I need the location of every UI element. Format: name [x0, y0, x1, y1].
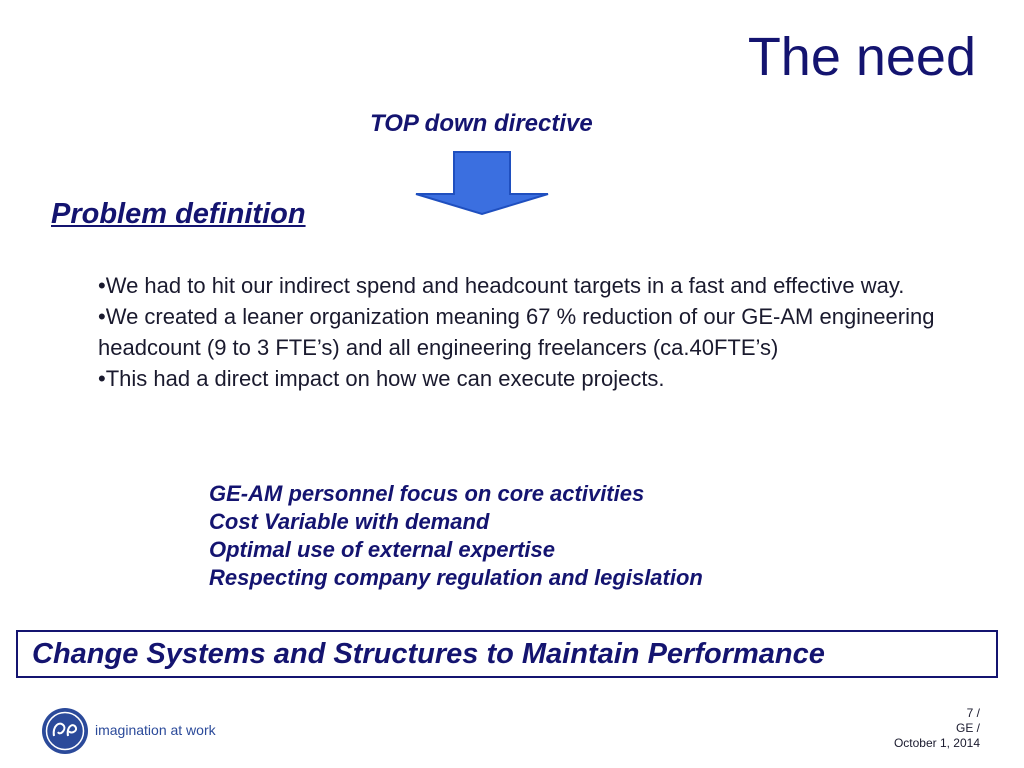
down-arrow-icon — [412, 150, 552, 216]
list-item: Cost Variable with demand — [209, 509, 490, 534]
page-number: 7 / — [966, 706, 980, 720]
ge-logo-icon — [40, 706, 90, 756]
goals-list — [209, 480, 703, 592]
problem-heading: Problem definition — [51, 198, 306, 230]
list-item: Optimal use of external expertise — [209, 537, 556, 562]
directive-label: TOP down directive — [370, 110, 593, 137]
list-item: •We had to hit our indirect spend and headcount targets in a fast and effective way. — [98, 273, 905, 298]
banner-text: Change Systems and Structures to Maintain Performance — [32, 638, 825, 670]
logo-tagline: imagination at work — [95, 722, 216, 738]
slide-title: The need — [747, 27, 976, 87]
company-label: GE / — [955, 721, 980, 735]
bullet-list — [98, 270, 998, 394]
list-item: •This had a direct impact on how we can execute projects. — [98, 366, 665, 391]
date-label: October 1, 2014 — [893, 736, 980, 750]
banner-box — [16, 630, 998, 678]
list-item: GE-AM personnel focus on core activities — [209, 481, 645, 506]
list-item: •We created a leaner organization meaning 67 % reduction of our GE-AM engineering headcount (9 to 3 FTE’s) and all engineering freelancers (ca.40FTE’s) — [98, 304, 935, 360]
list-item: Respecting company regulation and legislation — [209, 565, 703, 590]
slide-footer — [894, 706, 980, 751]
